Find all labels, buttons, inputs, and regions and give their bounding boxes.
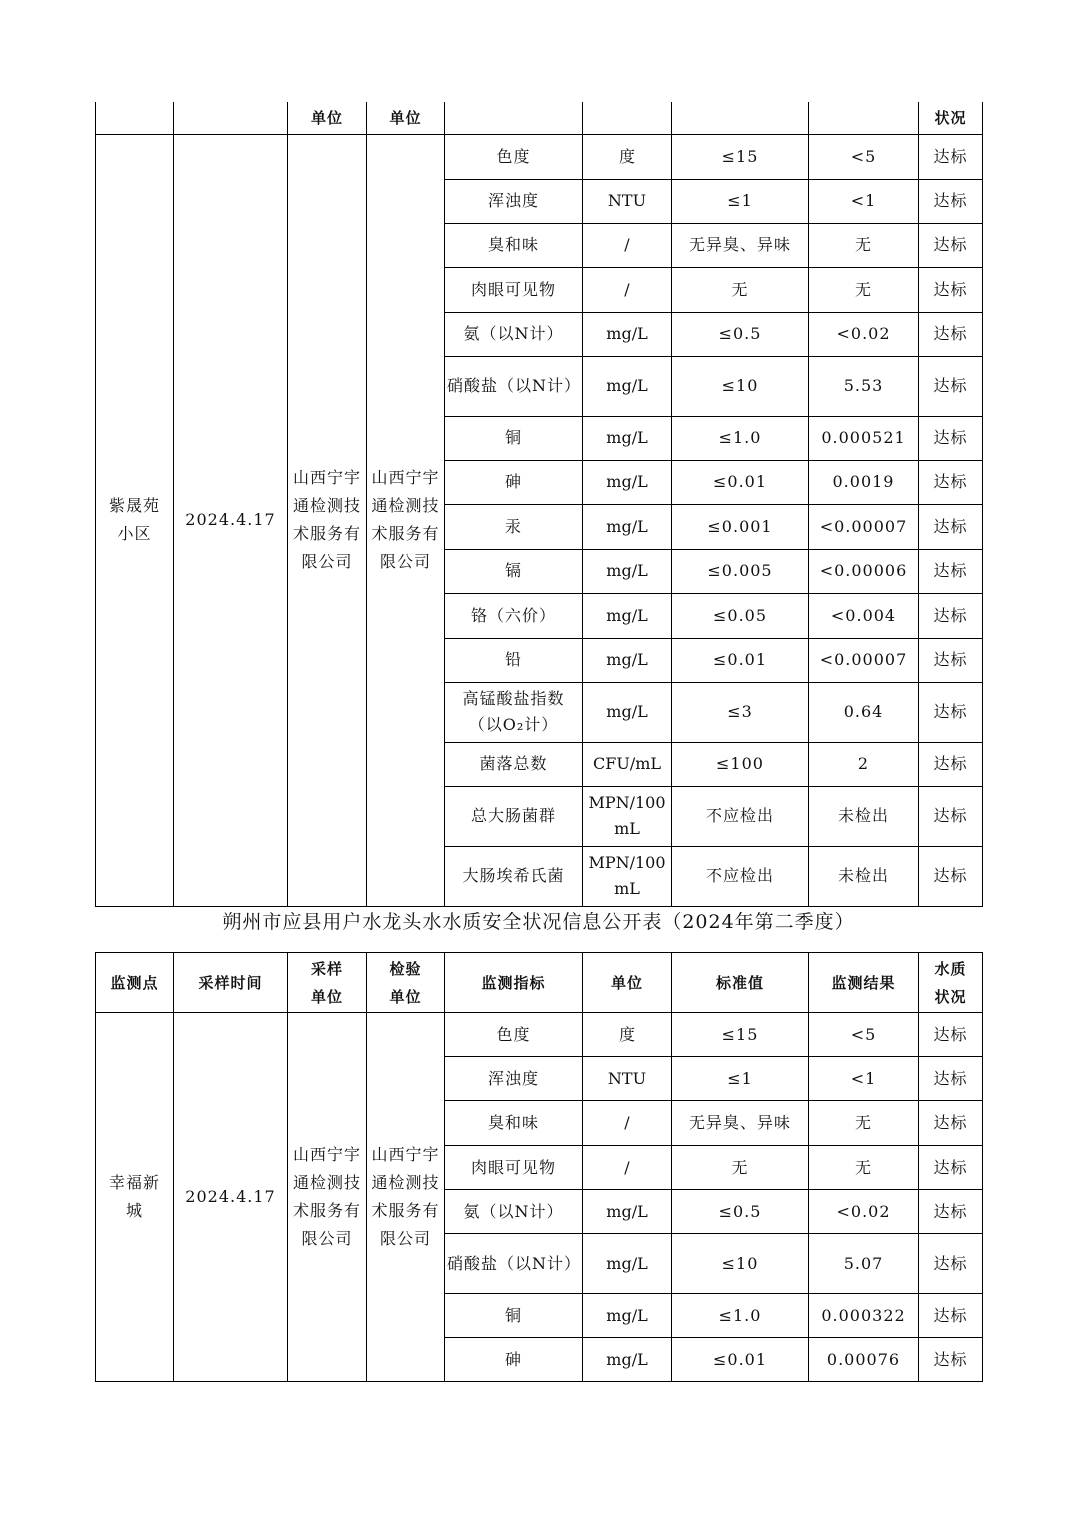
indicator-cell: 汞 <box>445 504 583 549</box>
header-status: 状况 <box>919 102 983 134</box>
indicator-cell: 铜 <box>445 416 583 460</box>
unit-cell: CFU/mL <box>583 742 672 786</box>
unit-cell: 度 <box>583 1013 672 1057</box>
result-cell: <0.02 <box>809 312 919 356</box>
header-status: 水质状况 <box>919 953 983 1013</box>
standard-cell: ≤0.001 <box>672 504 809 549</box>
result-cell: 0.64 <box>809 682 919 742</box>
header-result: 监测结果 <box>809 953 919 1013</box>
header-date: 采样时间 <box>174 953 288 1013</box>
header-cell <box>96 102 174 134</box>
result-cell: 0.000521 <box>809 416 919 460</box>
standard-cell: 无 <box>672 1146 809 1190</box>
unit-cell: / <box>583 223 672 267</box>
unit-cell: NTU <box>583 179 672 223</box>
standard-cell: 无 <box>672 267 809 312</box>
date-cell: 2024.4.17 <box>174 134 288 906</box>
header-cell <box>583 102 672 134</box>
indicator-cell: 大肠埃希氏菌 <box>445 846 583 906</box>
unit-cell: / <box>583 1101 672 1146</box>
header-cell <box>672 102 809 134</box>
unit-cell: MPN/100mL <box>583 786 672 846</box>
indicator-cell: 砷 <box>445 460 583 504</box>
indicator-cell: 浑浊度 <box>445 179 583 223</box>
standard-cell: ≤15 <box>672 1013 809 1057</box>
status-cell: 达标 <box>919 504 983 549</box>
result-cell: 0.00076 <box>809 1338 919 1382</box>
unit-cell: mg/L <box>583 1338 672 1382</box>
status-cell: 达标 <box>919 682 983 742</box>
header-testing-unit: 检验单位 <box>367 953 445 1013</box>
result-cell: <0.00006 <box>809 549 919 593</box>
result-cell: 无 <box>809 1146 919 1190</box>
result-cell: <0.00007 <box>809 504 919 549</box>
unit-cell: / <box>583 267 672 312</box>
indicator-cell: 肉眼可见物 <box>445 1146 583 1190</box>
unit-cell: mg/L <box>583 1234 672 1294</box>
result-cell: 未检出 <box>809 846 919 906</box>
site-cell: 幸福新城 <box>96 1013 174 1382</box>
header-cell <box>174 102 288 134</box>
status-cell: 达标 <box>919 1190 983 1234</box>
standard-cell: ≤1 <box>672 1057 809 1101</box>
unit-cell: 度 <box>583 134 672 179</box>
result-cell: 无 <box>809 1101 919 1146</box>
site-cell: 紫晟苑小区 <box>96 134 174 906</box>
indicator-cell: 臭和味 <box>445 223 583 267</box>
unit-cell: MPN/100mL <box>583 846 672 906</box>
result-cell: <0.00007 <box>809 638 919 682</box>
status-cell: 达标 <box>919 223 983 267</box>
standard-cell: ≤10 <box>672 356 809 416</box>
status-cell: 达标 <box>919 1294 983 1338</box>
standard-cell: ≤1 <box>672 179 809 223</box>
indicator-cell: 氨（以N计） <box>445 312 583 356</box>
standard-cell: ≤10 <box>672 1234 809 1294</box>
status-cell: 达标 <box>919 742 983 786</box>
standard-cell: ≤100 <box>672 742 809 786</box>
result-cell: <0.02 <box>809 1190 919 1234</box>
standard-cell: ≤1.0 <box>672 416 809 460</box>
standard-cell: ≤0.01 <box>672 460 809 504</box>
unit-cell: mg/L <box>583 1190 672 1234</box>
status-cell: 达标 <box>919 416 983 460</box>
header-testing-unit: 单位 <box>367 102 445 134</box>
unit-cell: NTU <box>583 1057 672 1101</box>
header-unit: 单位 <box>583 953 672 1013</box>
indicator-cell: 铬（六价） <box>445 593 583 638</box>
status-cell: 达标 <box>919 549 983 593</box>
standard-cell: ≤15 <box>672 134 809 179</box>
status-cell: 达标 <box>919 267 983 312</box>
status-cell: 达标 <box>919 356 983 416</box>
result-cell: 5.07 <box>809 1234 919 1294</box>
table-caption: 朔州市应县用户水龙头水水质安全状况信息公开表（2024年第二季度） <box>222 911 855 933</box>
header-row-partial <box>96 102 983 134</box>
table-row <box>96 1013 983 1057</box>
unit-cell: mg/L <box>583 356 672 416</box>
header-cell <box>809 102 919 134</box>
water-quality-table <box>95 952 983 1382</box>
indicator-cell: 硝酸盐（以N计） <box>445 1234 583 1294</box>
indicator-cell: 高锰酸盐指数（以O₂计） <box>445 682 583 742</box>
indicator-cell: 臭和味 <box>445 1101 583 1146</box>
status-cell: 达标 <box>919 460 983 504</box>
standard-cell: 无异臭、异味 <box>672 223 809 267</box>
indicator-cell: 硝酸盐（以N计） <box>445 356 583 416</box>
status-cell: 达标 <box>919 1013 983 1057</box>
result-cell: 0.0019 <box>809 460 919 504</box>
standard-cell: 无异臭、异味 <box>672 1101 809 1146</box>
status-cell: 达标 <box>919 1146 983 1190</box>
standard-cell: ≤0.005 <box>672 549 809 593</box>
status-cell: 达标 <box>919 786 983 846</box>
header-sampling-unit: 采样单位 <box>288 953 367 1013</box>
result-cell: 5.53 <box>809 356 919 416</box>
standard-cell: ≤0.01 <box>672 1338 809 1382</box>
header-standard: 标准值 <box>672 953 809 1013</box>
standard-cell: 不应检出 <box>672 786 809 846</box>
standard-cell: ≤1.0 <box>672 1294 809 1338</box>
unit-cell: mg/L <box>583 504 672 549</box>
date-cell: 2024.4.17 <box>174 1013 288 1382</box>
result-cell: <0.004 <box>809 593 919 638</box>
result-cell: <5 <box>809 134 919 179</box>
indicator-cell: 铜 <box>445 1294 583 1338</box>
unit-cell: mg/L <box>583 682 672 742</box>
result-cell: <1 <box>809 1057 919 1101</box>
indicator-cell: 铅 <box>445 638 583 682</box>
unit-cell: mg/L <box>583 638 672 682</box>
indicator-cell: 浑浊度 <box>445 1057 583 1101</box>
status-cell: 达标 <box>919 846 983 906</box>
status-cell: 达标 <box>919 638 983 682</box>
standard-cell: ≤0.01 <box>672 638 809 682</box>
sampling-org-cell: 山西宁宇通检测技术服务有限公司 <box>288 1013 367 1382</box>
standard-cell: ≤0.05 <box>672 593 809 638</box>
sampling-org-cell: 山西宁宇通检测技术服务有限公司 <box>288 134 367 906</box>
status-cell: 达标 <box>919 1101 983 1146</box>
standard-cell: ≤0.5 <box>672 312 809 356</box>
indicator-cell: 肉眼可见物 <box>445 267 583 312</box>
status-cell: 达标 <box>919 593 983 638</box>
header-row <box>96 953 983 1013</box>
standard-cell: 不应检出 <box>672 846 809 906</box>
result-cell: 无 <box>809 267 919 312</box>
unit-cell: mg/L <box>583 593 672 638</box>
result-cell: 未检出 <box>809 786 919 846</box>
indicator-cell: 镉 <box>445 549 583 593</box>
indicator-cell: 砷 <box>445 1338 583 1382</box>
header-indicator: 监测指标 <box>445 953 583 1013</box>
unit-cell: mg/L <box>583 416 672 460</box>
unit-cell: mg/L <box>583 460 672 504</box>
result-cell: 无 <box>809 223 919 267</box>
table-row <box>96 134 983 179</box>
indicator-cell: 氨（以N计） <box>445 1190 583 1234</box>
result-cell: 0.000322 <box>809 1294 919 1338</box>
header-site: 监测点 <box>96 953 174 1013</box>
indicator-cell: 色度 <box>445 1013 583 1057</box>
header-sampling-unit: 单位 <box>288 102 367 134</box>
result-cell: <5 <box>809 1013 919 1057</box>
indicator-cell: 总大肠菌群 <box>445 786 583 846</box>
unit-cell: mg/L <box>583 1294 672 1338</box>
unit-cell: mg/L <box>583 312 672 356</box>
water-quality-table-continued <box>95 102 983 907</box>
status-cell: 达标 <box>919 1057 983 1101</box>
standard-cell: ≤3 <box>672 682 809 742</box>
status-cell: 达标 <box>919 1234 983 1294</box>
unit-cell: mg/L <box>583 549 672 593</box>
indicator-cell: 菌落总数 <box>445 742 583 786</box>
unit-cell: / <box>583 1146 672 1190</box>
testing-org-cell: 山西宁宇通检测技术服务有限公司 <box>367 1013 445 1382</box>
standard-cell: ≤0.5 <box>672 1190 809 1234</box>
status-cell: 达标 <box>919 134 983 179</box>
status-cell: 达标 <box>919 312 983 356</box>
status-cell: 达标 <box>919 1338 983 1382</box>
testing-org-cell: 山西宁宇通检测技术服务有限公司 <box>367 134 445 906</box>
header-cell <box>445 102 583 134</box>
result-cell: <1 <box>809 179 919 223</box>
result-cell: 2 <box>809 742 919 786</box>
status-cell: 达标 <box>919 179 983 223</box>
indicator-cell: 色度 <box>445 134 583 179</box>
